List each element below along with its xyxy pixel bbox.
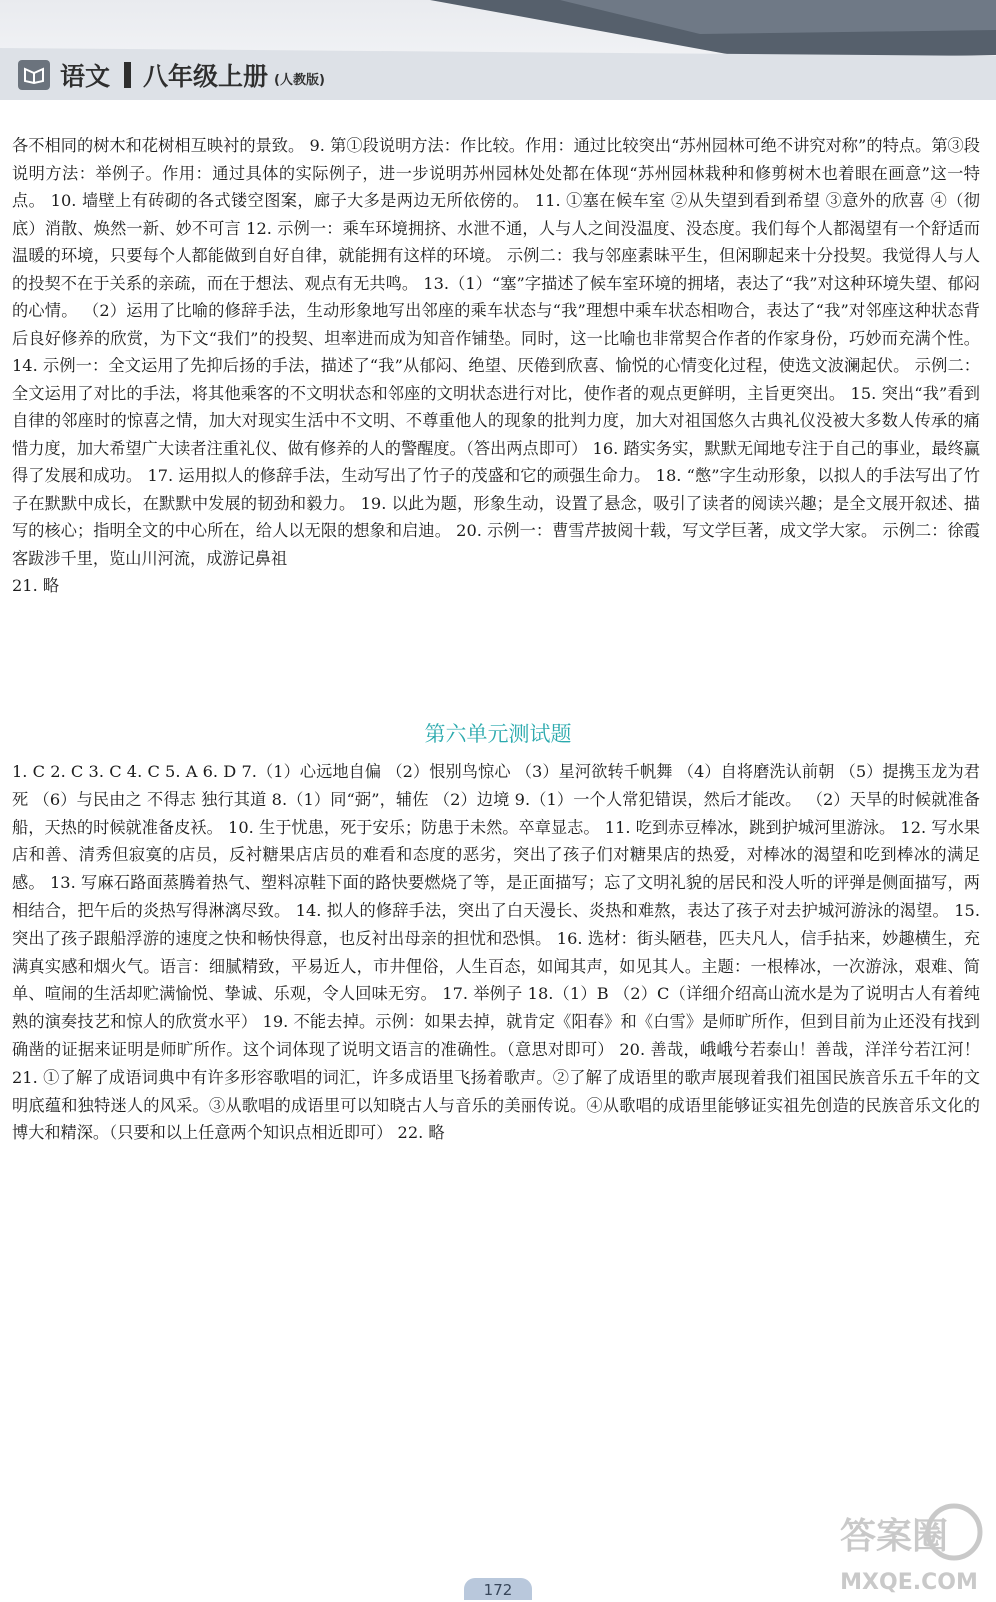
watermark-logo: [834, 1500, 984, 1596]
edition-label: (人教版): [274, 72, 325, 88]
unit6-answers-paragraph: 1. C 2. C 3. C 4. C 5. A 6. D 7.（1）心远地自偏 （2）恨别鸟惊心 （3）星河欲转千帆舞 （4）自将磨洗认前朝 （5）提携玉龙为君死 （6）与民由之 不得志 独行其道 8.（1）同“弼”，辅佐 （2）边境 9.（1）一个人常犯错误，然后才能改。 （2）天旱的时候就准备船，天热的时候就准备皮袄。 10. 生于忧患，死于安乐；防患于未然。卒章显志。 11. 吃到赤豆棒冰，跳到护城河里游泳。 12. 写水果店和善、清秀但寂寞的店员，反衬糖果店店员的难看和态度的恶劣，突出了孩子们对糖果店的热爱，对棒冰的渴望和吃到棒冰的满足感。 13. 写麻石路面蒸腾着热气、塑料凉鞋下面的路快要燃烧了等，是正面描写；忘了文明礼貌的居民和没人听的评弹是侧面描写，两相结合，把午后的炎热写得淋漓尽致。 14. 拟人的修辞手法，突出了白天漫长、炎热和难熬，表达了孩子对去护城河游泳的渴望。 15. 突出了孩子跟船浮游的速度之快和畅快得意，也反衬出母亲的担忧和恐惧。 16. 选材：街头陋巷，匹夫凡人，信手拈来，妙趣横生，充满真实感和烟火气。语言：细腻精致，平易近人，市井俚俗，人生百态，如闻其声，如见其人。主题：一根棒冰，一次游泳，艰难、简单、喧闹的生活却贮满愉悦、挚诚、乐观，令人回味无穷。 17. 举例子 18.（1）B （2）C（详细介绍高山流水是为了说明古人有着纯熟的演奏技艺和惊人的欣赏水平） 19. 不能去掉。示例：如果去掉，就肯定《阳春》和《白雪》是师旷所作，但到目前为止还没有找到确凿的证据来证明是师旷所作。这个词体现了说明文语言的准确性。（意思对即可） 20. 善哉，峨峨兮若泰山！善哉，洋洋兮若江河！ 21. ①了解了成语词典中有许多形容歌唱的词汇，许多成语里飞扬着歌声。②了解了成语里的歌声展现着我们祖国民族音乐五千年的文明底蕴和独特迷人的风采。③从歌唱的成语里可以知晓古人与音乐的美丽传说。④从歌唱的成语里能够证实祖先创造的民族音乐文化的博大和精深。（只要和以上任意两个知识点相近即可） 22. 略: [12, 762, 980, 1143]
answers-paragraph: 各不相同的树木和花树相互映衬的景致。 9. 第①段说明方法：作比较。作用：通过比较突出“苏州园林可绝不讲究对称”的特点。第③段说明方法：举例子。作用：通过具体的实际例子，进一步说明苏州园林处处都在体现“苏州园林栽种和修剪树木也着眼在画意”这一特点。 10. 墙壁上有砖砌的各式镂空图案，廊子大多是两边无所依傍的。 11. ①塞在候车室 ②从失望到看到希望 ③意外的欣喜 ④（彻底）消散、焕然一新、妙不可言 12. 示例一：乘车环境拥挤、水泄不通，人与人之间没温度、没态度。我们每个人都渴望有一个舒适而温暖的环境，只要每个人都能做到自好自律，就能拥有这样的环境。 示例二：我与邻座素昧平生，但闲聊起来十分投契。我觉得人与人的投契不在于关系的亲疏，而在于想法、观点有无共鸣。 13.（1）“塞”字描述了候车室环境的拥堵，表达了“我”对这种环境失望、郁闷的心情。 （2）运用了比喻的修辞手法，生动形象地写出邻座的乘车状态与“我”理想中乘车状态相吻合，表达了“我”对邻座这种状态背后良好修养的欣赏，为下文“我们”的投契、坦率进而成为知音作铺垫。同时，这一比喻也非常契合作者的作家身份，巧妙而充满个性。 14. 示例一：全文运用了先抑后扬的手法，描述了“我”从郁闷、绝望、厌倦到欣喜、愉悦的心情变化过程，使选文波澜起伏。 示例二：全文运用了对比的手法，将其他乘客的不文明状态和邻座的文明状态进行对比，使作者的观点更鲜明，主旨更突出。 15. 突出“我”看到自律的邻座时的惊喜之情，加大对现实生活中不文明、不尊重他人的现象的批判力度，加大对祖国悠久古典礼仪没被大多数人传承的痛惜力度，加大希望广大读者注重礼仪、做有修养的人的警醒度。（答出两点即可） 16. 踏实务实，默默无闻地专注于自己的事业，最终赢得了发展和成功。 17. 运用拟人的修辞手法，生动写出了竹子的茂盛和它的顽强生命力。 18. “憋”字生动形象，以拟人的手法写出了竹子在默默中成长，在默默中发展的韧劲和毅力。 19. 以此为题，形象生动，设置了悬念，吸引了读者的阅读兴趣；是全文展开叙述、描写的核心；指明全文的中心所在，给人以无限的想象和启迪。 20. 示例一：曹雪芹披阅十载，写文学巨著，成文学大家。 示例二：徐霞客跋涉千里，览山川河流，成游记鼻祖: [12, 136, 980, 568]
answers-block-unit6: [12, 758, 980, 1147]
page-header: [0, 0, 996, 100]
answer-21-line: 21. 略: [12, 576, 60, 595]
section-title: 第六单元测试题: [424, 722, 572, 746]
leaf-book-icon: [18, 60, 50, 90]
answers-block-unit5: [12, 132, 980, 600]
watermark-graphic: [834, 1500, 984, 1570]
grade-label: 八年级上册: [143, 62, 269, 91]
svg-text:答案圈: 答案圈: [840, 1516, 949, 1557]
page-number: 172: [464, 1578, 532, 1600]
watermark-url: MXQE.COM: [840, 1570, 978, 1595]
subject-label: 语文: [60, 62, 111, 91]
header-divider: [124, 62, 131, 88]
